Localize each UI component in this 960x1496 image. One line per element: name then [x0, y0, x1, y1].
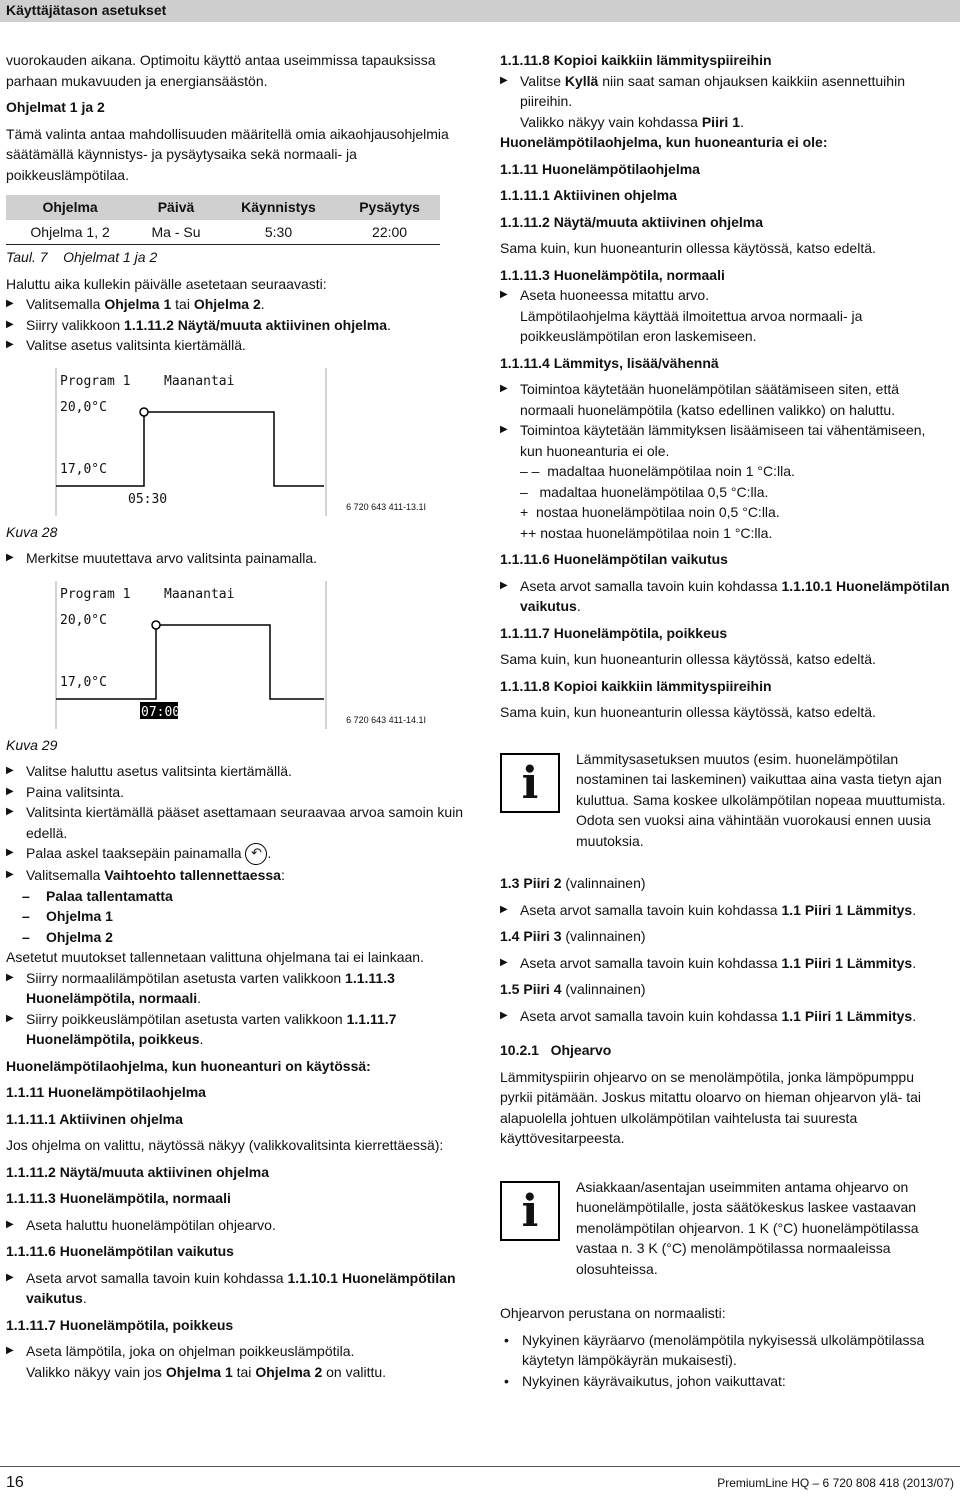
bullet-item: • Nykyinen käyräarvo (menolämpötila nykyisessä ulkolämpötilassa käytetyn lämpökäyrän mukaisesti). — [500, 1330, 950, 1371]
time-label: 07:00 — [141, 704, 181, 720]
info-text: Asiakkaan/asentajan useimmiten antama ohjearvo on huonelämpötilalle, josta säätökeskus laskee vastaavan menolämpötilan ohjearvon. 1 K (°C) huonelämpötilassa vastaa n. 3 K (°C) menolämpötilassa normaaleissa olosuhteissa. — [576, 1178, 919, 1277]
step-item: ▶ Aseta arvot samalla tavoin kuin kohdassa 1.1 Piiri 1 Lämmitys. — [500, 953, 950, 974]
right-column — [500, 50, 950, 1391]
step-item: ▶ Valitse asetus valitsinta kiertämällä. — [6, 335, 466, 356]
program-label: Program 1 — [60, 373, 131, 389]
paragraph: Haluttu aika kullekin päivälle asetetaan seuraavasti: — [6, 275, 327, 292]
step-item: ▶ Aseta arvot samalla tavoin kuin kohdassa 1.1.10.1 Huonelämpötilan vaikutus. — [6, 1268, 466, 1309]
step-note: Valikko näkyy vain kohdassa Piiri 1. — [520, 113, 744, 130]
day-label: Maanantai — [164, 373, 235, 389]
option-item: + nostaa huonelämpötilaa noin 0,5 °C:lla. — [520, 504, 780, 520]
figure-caption: Kuva 28 — [6, 523, 58, 540]
table-cell: Ma - Su — [134, 220, 218, 245]
section-heading: Huonelämpötilaohjelma, kun huoneanturi on käytössä: — [6, 1057, 371, 1074]
paragraph: Ohjearvon perustana on normaalisti: — [500, 1305, 726, 1321]
step-item: ▶ Palaa askel taaksepäin painamalla ↶ . — [6, 843, 466, 865]
menu-heading: 1.1.11.7 Huonelämpötila, poikkeus — [6, 1316, 234, 1333]
back-icon: ↶ — [245, 843, 267, 865]
left-column — [6, 50, 466, 1382]
program-table — [6, 195, 440, 245]
step-item: ▶ Siirry normaalilämpötilan asetusta varten valikkoon 1.1.11.3 Huonelämpötila, normaali. — [6, 968, 466, 1009]
table-header: Käynnistys — [218, 195, 339, 220]
info-note — [500, 749, 950, 852]
option-item: – Ohjelma 1 — [6, 906, 466, 927]
display-figure-28 — [6, 368, 426, 518]
menu-heading: 1.1.11.3 Huonelämpötila, normaali — [500, 266, 725, 283]
table-header: Ohjelma — [6, 195, 134, 220]
info-icon: i — [500, 753, 560, 813]
step-item: ▶ Toimintoa käytetään lämmityksen lisäämiseen tai vähentämiseen, kun huoneanturia ei ole. — [500, 420, 950, 461]
info-note — [500, 1177, 950, 1280]
header-title: Käyttäjätason asetukset — [6, 2, 167, 18]
menu-heading: 1.1.11.3 Huonelämpötila, normaali — [6, 1190, 231, 1207]
step-item: ▶ Aseta arvot samalla tavoin kuin kohdassa 1.1.10.1 Huonelämpötilan vaikutus. — [500, 576, 950, 617]
paragraph: Asetetut muutokset tallennetaan valittuna ohjelmana tai ei lainkaan. — [6, 949, 424, 966]
time-label: 05:30 — [128, 491, 168, 507]
program-label: Program 1 — [60, 586, 131, 602]
menu-heading: 1.1.11 Huonelämpötilaohjelma — [6, 1084, 206, 1101]
step-item: ▶ Valitsemalla Ohjelma 1 tai Ohjelma 2. — [6, 294, 466, 315]
step-item: ▶ Aseta huoneessa mitattu arvo. — [500, 285, 950, 306]
info-icon: i — [500, 1181, 560, 1241]
step-item: ▶ Valitsemalla Vaihtoehto tallennettaessa: — [6, 865, 466, 886]
section-heading: 1.3 Piiri 2 (valinnainen) — [500, 875, 646, 891]
info-text: Lämmitysasetuksen muutos (esim. huonelämpötilan nostaminen tai laskeminen) vaikuttaa aina vasta tietyn ajan kuluttua. Sama koskee ulkolämpötilan nopeaa muuttumista. Odota sen vuoksi aina vähintään vuorokausi ennen uusia muutoksia. — [576, 750, 946, 849]
page-header — [0, 0, 960, 22]
step-item: ▶ Paina valitsinta. — [6, 782, 466, 803]
paragraph: Tämä valinta antaa mahdollisuuden määritellä omia aikaohjausohjelmia säätämällä käynnistys- ja pysäytysaika sekä normaali- ja poikkeuslämpötilaa. — [6, 125, 449, 183]
table-caption: Taul. 7 Ohjelmat 1 ja 2 — [6, 249, 158, 265]
table-cell: Ohjelma 1, 2 — [6, 220, 134, 245]
menu-heading: 1.1.11 Huonelämpötilaohjelma — [500, 160, 700, 177]
paragraph: vuorokauden aikana. Optimoitu käyttö antaa useimmissa tapauksissa parhaan mukavuuden ja energiansäästön. — [6, 52, 436, 89]
step-item: ▶ Aseta lämpötila, joka on ohjelman poikkeuslämpötila. — [6, 1341, 466, 1362]
option-item: – Ohjelma 2 — [6, 927, 466, 948]
menu-heading: 1.1.11.8 Kopioi kaikkiin lämmityspiireihin — [500, 52, 772, 68]
temp-low-label: 17,0°C — [60, 674, 107, 690]
section-heading: 1.4 Piiri 3 (valinnainen) — [500, 928, 646, 944]
figure-caption: Kuva 29 — [6, 736, 58, 753]
page-number: 16 — [6, 1474, 24, 1491]
menu-heading: 1.1.11.6 Huonelämpötilan vaikutus — [500, 551, 728, 567]
paragraph: Lämmityspiirin ohjearvo on se menolämpötila, jonka lämpöpumppu pyrkii pitämään. Joskus mitattu oloarvo on hieman ohjearvon ylä- tai alapuolella johtuen ulkolämpötilan vaihtelusta tai suuresta käyttövesitarpeesta. — [500, 1068, 921, 1146]
step-item: ▶ Valitse Kyllä niin saat saman ohjauksen kaikkiin asennettuihin piireihin. — [500, 71, 950, 112]
paragraph: Jos ohjelma on valittu, näytössä näkyy (valikkovalitsinta kierrettäessä): — [6, 1137, 444, 1154]
step-item: ▶ Aseta haluttu huonelämpötilan ohjearvo. — [6, 1215, 466, 1236]
figure-code: 6 720 643 411-14.1I — [346, 715, 426, 725]
menu-heading: 1.1.11.6 Huonelämpötilan vaikutus — [6, 1243, 234, 1260]
step-note: Valikko näkyy vain jos Ohjelma 1 tai Ohjelma 2 on valittu. — [26, 1363, 387, 1380]
section-heading: Ohjelmat 1 ja 2 — [6, 99, 105, 115]
footer-divider — [0, 1466, 960, 1467]
menu-heading: 1.1.11.2 Näytä/muuta aktiivinen ohjelma — [6, 1163, 269, 1180]
cursor-marker — [152, 621, 160, 629]
table-header: Pysäytys — [339, 195, 440, 220]
menu-heading: 1.1.11.8 Kopioi kaikkiin lämmityspiireihin — [500, 677, 772, 694]
step-item: ▶ Merkitse muutettava arvo valitsinta painamalla. — [6, 548, 466, 569]
paragraph: Sama kuin, kun huoneanturin ollessa käytössä, katso edeltä. — [500, 651, 876, 667]
menu-heading: 1.1.11.1 Aktiivinen ohjelma — [6, 1110, 183, 1127]
option-item: – – madaltaa huonelämpötilaa noin 1 °C:lla. — [520, 463, 795, 479]
section-heading: Huonelämpötilaohjelma, kun huoneanturia ei ole: — [500, 134, 828, 150]
step-item: ▶ Valitse haluttu asetus valitsinta kiertämällä. — [6, 761, 466, 782]
menu-heading: 1.1.11.1 Aktiivinen ohjelma — [500, 187, 677, 203]
figure-code: 6 720 643 411-13.1I — [346, 502, 426, 512]
step-item: ▶ Siirry poikkeuslämpötilan asetusta varten valikkoon 1.1.11.7 Huonelämpötila, poikkeus. — [6, 1009, 466, 1050]
footer-doc-id: PremiumLine HQ – 6 720 808 418 (2013/07) — [717, 1476, 954, 1490]
step-item: ▶ Toimintoa käytetään huonelämpötilan säätämiseen siten, että normaali huonelämpötila (katso edellinen valikko) on haluttu. — [500, 379, 950, 420]
step-item: ▶ Siirry valikkoon 1.1.11.2 Näytä/muuta aktiivinen ohjelma. — [6, 315, 466, 336]
bullet-item: • Nykyinen käyrävaikutus, johon vaikuttavat: — [500, 1371, 950, 1392]
step-note: Lämpötilaohjelma käyttää ilmoitettua arvoa normaali- ja poikkeuslämpötilan eron laskemiseen. — [520, 307, 863, 344]
option-item: ++ nostaa huonelämpötilaa noin 1 °C:lla. — [520, 524, 773, 541]
display-figure-29 — [6, 581, 426, 731]
option-item: – madaltaa huonelämpötilaa 0,5 °C:lla. — [520, 483, 769, 500]
menu-heading: 1.1.11.4 Lämmitys, lisää/vähennä — [500, 354, 719, 371]
temp-high-label: 20,0°C — [60, 399, 107, 415]
chapter-heading: 10.2.1 Ohjearvo — [500, 1042, 612, 1058]
day-label: Maanantai — [164, 586, 235, 602]
table-header: Päivä — [134, 195, 218, 220]
paragraph: Sama kuin, kun huoneanturin ollessa käytössä, katso edeltä. — [500, 704, 876, 720]
step-item: ▶ Valitsinta kiertämällä pääset asettamaan seuraavaa arvoa samoin kuin edellä. — [6, 802, 466, 843]
section-heading: 1.5 Piiri 4 (valinnainen) — [500, 981, 646, 997]
step-item: ▶ Aseta arvot samalla tavoin kuin kohdassa 1.1 Piiri 1 Lämmitys. — [500, 900, 950, 921]
temp-low-label: 17,0°C — [60, 461, 107, 477]
table-cell: 22:00 — [339, 220, 440, 245]
menu-heading: 1.1.11.2 Näytä/muuta aktiivinen ohjelma — [500, 213, 763, 230]
table-cell: 5:30 — [218, 220, 339, 245]
temp-high-label: 20,0°C — [60, 612, 107, 628]
step-item: ▶ Aseta arvot samalla tavoin kuin kohdassa 1.1 Piiri 1 Lämmitys. — [500, 1006, 950, 1027]
menu-heading: 1.1.11.7 Huonelämpötila, poikkeus — [500, 624, 728, 641]
cursor-marker — [140, 408, 148, 416]
paragraph: Sama kuin, kun huoneanturin ollessa käytössä, katso edeltä. — [500, 240, 876, 256]
option-item: – Palaa tallentamatta — [6, 886, 466, 907]
